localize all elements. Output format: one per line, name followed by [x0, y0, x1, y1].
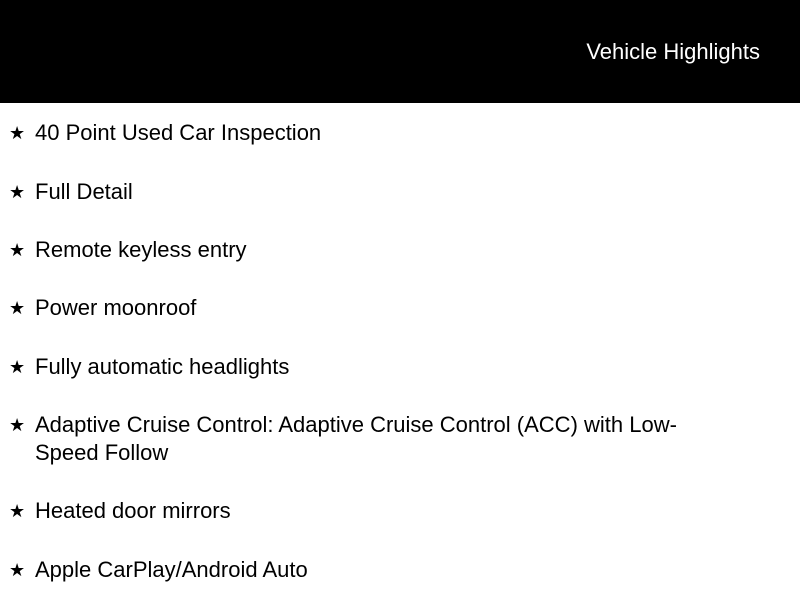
list-item-label: Remote keyless entry — [35, 237, 247, 262]
list-item-label: Adaptive Cruise Control: Adaptive Cruise Control (ACC) with Low-Speed Follow — [35, 412, 677, 465]
highlights-list — [0, 103, 800, 600]
star-icon: ★ — [9, 415, 26, 435]
list-item — [0, 556, 800, 584]
star-icon: ★ — [9, 298, 26, 318]
star-icon: ★ — [9, 240, 26, 260]
list-item-label: Power moonroof — [35, 295, 197, 320]
page-title: Vehicle Highlights — [586, 39, 760, 64]
list-item-label: 40 Point Used Car Inspection — [35, 120, 322, 145]
header-bar — [0, 0, 800, 103]
list-item-label: Heated door mirrors — [35, 498, 231, 523]
star-icon: ★ — [9, 182, 26, 202]
list-item — [0, 119, 800, 147]
star-icon: ★ — [9, 357, 26, 377]
list-item — [0, 411, 800, 467]
list-item — [0, 236, 800, 264]
star-icon: ★ — [9, 123, 26, 143]
star-icon: ★ — [9, 560, 26, 580]
star-icon: ★ — [9, 501, 26, 521]
list-item — [0, 178, 800, 206]
list-item-label: Full Detail — [35, 179, 133, 204]
list-item-label: Fully automatic headlights — [35, 354, 290, 379]
list-item — [0, 353, 800, 381]
list-item-label: Apple CarPlay/Android Auto — [35, 557, 308, 582]
list-item — [0, 294, 800, 322]
list-item — [0, 497, 800, 525]
